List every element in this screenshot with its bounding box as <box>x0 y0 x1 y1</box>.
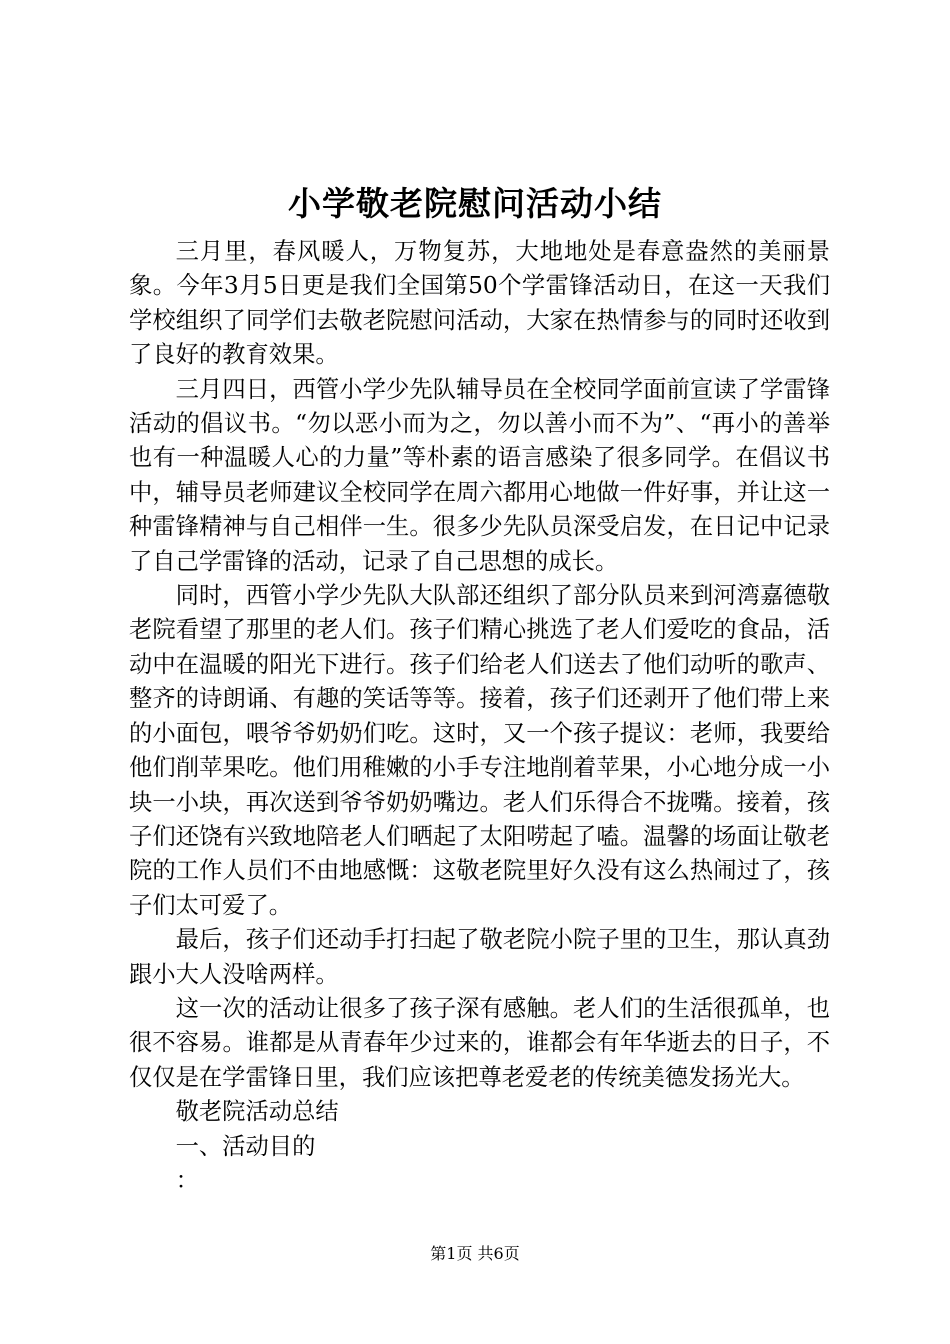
document-body <box>129 235 830 1198</box>
paragraph-1: 三月里，春风暖人，万物复苏，大地地处是春意盎然的美丽景象。今年3月5日更是我们全国第50个学雷锋活动日，在这一天我们学校组织了同学们去敬老院慰问活动，大家在热情参与的同时还收到了良好的教育效果。 <box>129 238 830 369</box>
subsection-title: 一、活动目的 <box>175 1132 316 1160</box>
paragraph-3: 同时，西管小学少先队大队部还组织了部分队员来到河湾嘉德敬老院看望了那里的老人们。孩子们精心挑选了老人们爱吃的食品，活动中在温暖的阳光下进行。孩子们给老人们送去了他们动听的歌声、整齐的诗朗诵、有趣的笑话等等。接着，孩子们还剥开了他们带上来的小面包，喂爷爷奶奶们吃。这时，又一个孩子提议：老师，我要给他们削苹果吃。他们用稚嫩的小手专注地削着苹果，小心地分成一小块一小块，再次送到爷爷奶奶嘴边。老人们乐得合不拢嘴。接着，孩子们还饶有兴致地陪老人们晒起了太阳唠起了嗑。温馨的场面让敬老院的工作人员们不由地感慨：这敬老院里好久没有这么热闹过了，孩子们太可爱了。 <box>129 582 830 919</box>
trailing-colon: ： <box>175 1166 199 1194</box>
section-title: 敬老院活动总结 <box>175 1098 339 1126</box>
paragraph-5: 这一次的活动让很多了孩子深有感触。老人们的生活很孤单，也很不容易。谁都是从青春年少过来的，谁都会有年华逝去的日子，不仅仅是在学雷锋日里，我们应该把尊老爱老的传统美德发扬光大。 <box>129 994 830 1091</box>
paragraph-4: 最后，孩子们还动手打扫起了敬老院小院子里的卫生，那认真劲跟小大人没啥两样。 <box>129 926 830 988</box>
document-title: 小学敬老院慰问活动小结 <box>288 184 662 223</box>
page-number-footer: 第1页 共6页 <box>430 1244 520 1263</box>
paragraph-2: 三月四日，西管小学少先队辅导员在全校同学面前宣读了学雷锋活动的倡议书。“勿以恶小而为之，勿以善小而不为”、“再小的善举也有一种温暖人心的力量”等朴素的语言感染了很多同学。在倡议书中，辅导员老师建议全校同学在周六都用心地做一件好事，并让这一种雷锋精神与自己相伴一生。很多少先队员深受启发，在日记中记录了自己学雷锋的活动，记录了自己思想的成长。 <box>129 375 830 575</box>
